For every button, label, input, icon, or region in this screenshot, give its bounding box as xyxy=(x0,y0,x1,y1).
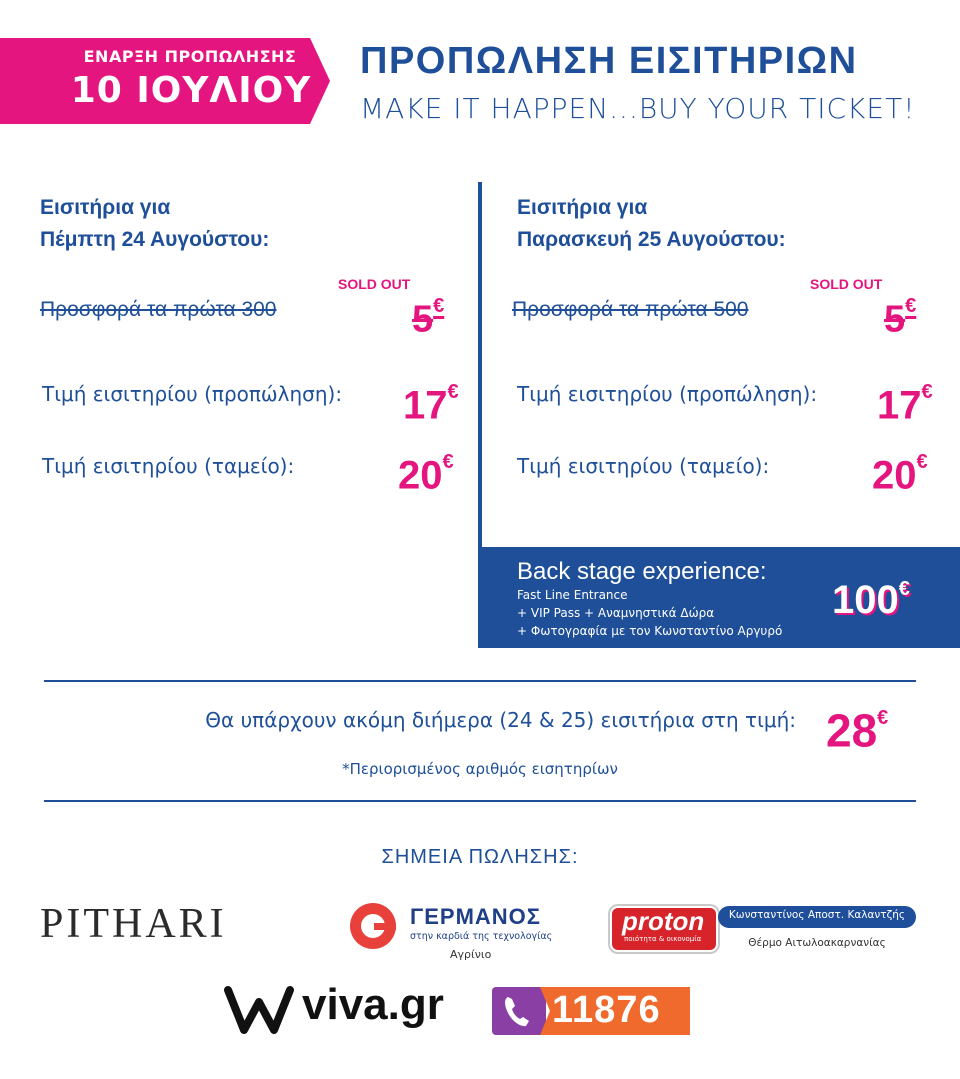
day1-offer: Προσφορά τα πρώτα 300 xyxy=(40,298,277,321)
limited-tickets-note: *Περιορισμένος αριθμός εισητηρίων xyxy=(342,760,618,778)
proton-city: Θέρμο Αιτωλοακαρνανίας xyxy=(748,937,886,949)
phone-icon xyxy=(492,987,546,1035)
day1-offer-price: 5€ xyxy=(412,295,445,341)
day2-presale-price: 17€ xyxy=(877,381,933,428)
phone-icon-box xyxy=(492,987,546,1035)
backstage-title: Back stage experience: xyxy=(517,558,767,585)
viva-logo: viva.gr xyxy=(302,980,444,1029)
points-of-sale-title: ΣΗΜΕΙΑ ΠΩΛΗΣΗΣ: xyxy=(381,846,579,868)
day1-heading xyxy=(40,192,269,256)
day2-box-office-price: 20€ xyxy=(872,451,928,498)
page-title: ΠΡΟΠΩΛΗΣΗ ΕΙΣΙΤΗΡΙΩΝ xyxy=(360,40,858,82)
backstage-perk-1: Fast Line Entrance xyxy=(517,588,628,602)
divider-bottom xyxy=(44,800,916,802)
two-day-ticket-price: 28€ xyxy=(826,704,889,757)
day2-offer: Προσφορά τα πρώτα 500 xyxy=(512,298,749,321)
germanos-city: Αγρίνιο xyxy=(450,948,492,961)
day2-heading-line1: Εισιτήρια για xyxy=(517,196,648,219)
day2-heading xyxy=(517,192,786,256)
day2-presale-label: Τιμή εισιτηρίου (προπώληση): xyxy=(517,382,818,406)
day1-box-office-label: Τιμή εισιτηρίου (ταμείο): xyxy=(42,454,295,478)
column-divider xyxy=(478,182,482,550)
germanos-tagline: στην καρδιά της τεχνολογίας xyxy=(410,931,553,942)
day2-offer-price: 5€ xyxy=(884,295,917,341)
two-day-ticket-text: Θα υπάρχουν ακόμη διήμερα (24 & 25) εισιτήρια στη τιμή: xyxy=(205,708,796,732)
backstage-perk-3: + Φωτογραφία με τον Κωνσταντίνο Αργυρό xyxy=(517,624,783,638)
presale-start-label: ΕΝΑΡΞΗ ΠΡΟΠΩΛΗΣΗΣ xyxy=(83,47,297,66)
day2-box-office-label: Τιμή εισιτηρίου (ταμείο): xyxy=(517,454,770,478)
day1-heading-line1: Εισιτήρια για xyxy=(40,196,171,219)
germanos-name: ΓΕΡΜΑΝΟΣ xyxy=(410,904,541,929)
day2-heading-line2: Παρασκευή 25 Αυγούστου: xyxy=(517,228,786,251)
day1-box-office-price: 20€ xyxy=(398,451,454,498)
backstage-price: 100€ xyxy=(832,577,910,622)
proton-owner: Κωνσταντίνος Αποστ. Καλαντζής xyxy=(728,909,906,921)
day1-heading-line2: Πέμπτη 24 Αυγούστου: xyxy=(40,228,270,251)
proton-logo: proton xyxy=(622,906,705,936)
day2-sold-out-badge: SOLD OUT xyxy=(810,276,883,292)
day1-presale-label: Τιμή εισιτηρίου (προπώληση): xyxy=(42,382,343,406)
backstage-perk-2: + VIP Pass + Αναμνηστικά Δώρα xyxy=(517,606,715,620)
day1-presale-price: 17€ xyxy=(403,381,459,428)
day1-sold-out-badge: SOLD OUT xyxy=(338,276,411,292)
presale-start-date: 10 ΙΟΥΛΙΟΥ xyxy=(70,70,312,111)
proton-tagline: ποιότητα & οικονομία xyxy=(624,935,702,943)
page-subtitle: MAKE IT HAPPEN...BUY YOUR TICKET! xyxy=(360,92,916,125)
phone-number: 11876 xyxy=(552,989,661,1031)
germanos-logo-icon xyxy=(350,903,396,949)
divider-top xyxy=(44,680,916,682)
viva-logo-icon xyxy=(224,982,294,1038)
pithari-logo: PITHARI xyxy=(40,901,227,947)
